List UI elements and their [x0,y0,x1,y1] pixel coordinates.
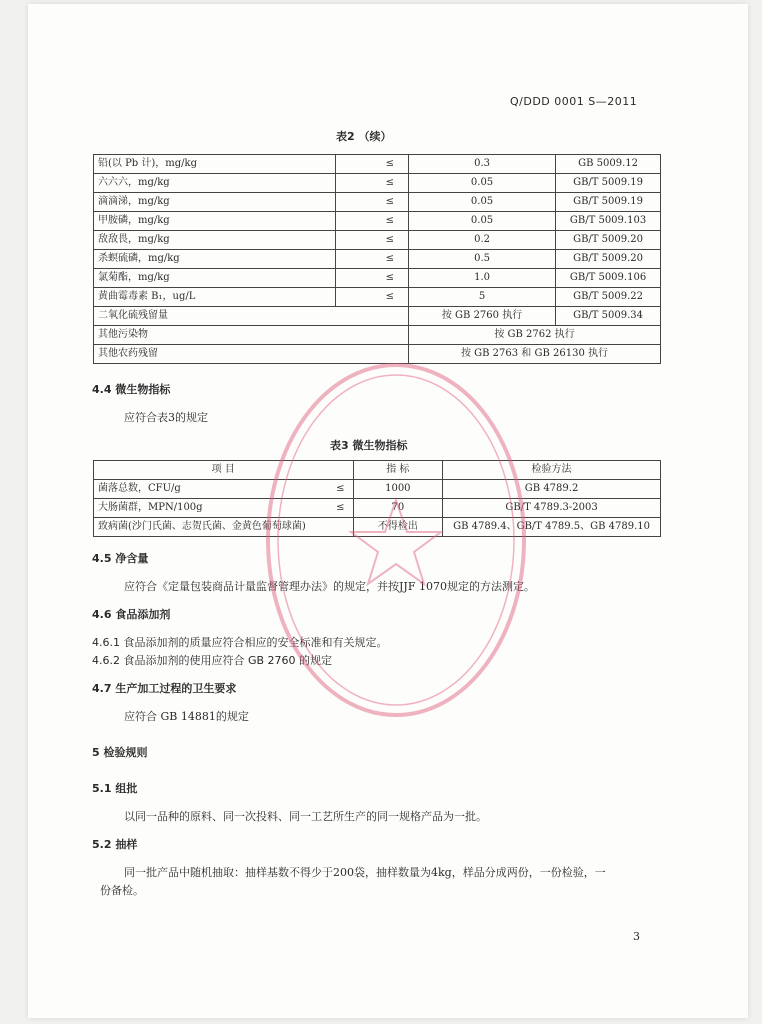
cell-item: 二氧化硫残留量 [94,307,409,326]
cell-method: GB/T 5009.34 [556,307,661,326]
cell-operator: ≤ [335,212,408,231]
cell-method: GB/T 5009.19 [556,174,661,193]
cell-method: GB 4789.2 [443,480,661,499]
section-5-2-heading: 5.2 抽样 [92,838,138,851]
table-header-row [94,461,661,480]
cell-item-text: 致病菌(沙门氏菌、志贺氏菌、金黄色葡萄球菌) [98,521,306,532]
cell-method: GB/T 5009.103 [556,212,661,231]
section-5-1-body: 以同一品种的原料、同一次投料、同一工艺所生产的同一规格产品为一批。 [124,810,487,823]
cell-item-text: 菌落总数，CFU/g [98,483,181,494]
cell-value: 按 GB 2762 执行 [409,326,661,345]
header-value: 指 标 [353,461,443,480]
cell-value: 0.5 [409,250,556,269]
cell-item: 铅(以 Pb 计)，mg/kg [94,155,336,174]
table3-caption: 表3 微生物指标 [330,439,408,452]
cell-operator: ≤ [335,155,408,174]
header-item: 项 目 [94,461,354,480]
table-row [94,269,661,288]
cell-item: 滴滴涕，mg/kg [94,193,336,212]
cell-operator: ≤ [335,269,408,288]
document-code: Q/DDD 0001 S—2011 [510,95,638,108]
cell-operator: ≤ [335,193,408,212]
cell-method: GB/T 4789.3-2003 [443,499,661,518]
cell-value: 0.05 [409,174,556,193]
cell-item: 其他农药残留 [94,345,409,364]
section-4-5-body: 应符合《定量包装商品计量监督管理办法》的规定，并按JJF 1070规定的方法测定。 [124,580,535,593]
section-4-4-body: 应符合表3的规定 [124,411,208,424]
cell-value: 不得检出 [353,518,443,537]
cell-value: 70 [353,499,443,518]
cell-value: 0.05 [409,212,556,231]
table-2 [93,154,661,364]
table-row [94,499,661,518]
cell-item: 敌敌畏，mg/kg [94,231,336,250]
cell-item: 其他污染物 [94,326,409,345]
cell-method: GB 4789.4、GB/T 4789.5、GB 4789.10 [443,518,661,537]
section-5-1-heading: 5.1 组批 [92,782,138,795]
cell-item-text: 大肠菌群，MPN/100g [98,502,203,513]
cell-item: 氯菊酯，mg/kg [94,269,336,288]
table-row [94,518,661,537]
cell-value: 0.05 [409,193,556,212]
section-4-5-heading: 4.5 净含量 [92,552,149,565]
cell-value: 按 GB 2763 和 GB 26130 执行 [409,345,661,364]
cell-operator: ≤ [335,174,408,193]
table-row [94,250,661,269]
cell-item [94,480,354,499]
cell-operator: ≤ [335,288,408,307]
cell-item: 杀螟硫磷，mg/kg [94,250,336,269]
cell-operator: ≤ [336,502,345,513]
header-method: 检验方法 [443,461,661,480]
section-5-2-line1: 同一批产品中随机抽取：抽样基数不得少于200袋，抽样数量为4kg，样品分成两份，一份检验，一 [124,866,606,879]
cell-value: 1000 [353,480,443,499]
cell-method: GB/T 5009.19 [556,193,661,212]
cell-operator: ≤ [335,250,408,269]
cell-item: 甲胺磷，mg/kg [94,212,336,231]
cell-method: GB/T 5009.106 [556,269,661,288]
section-5-2-line2: 份备检。 [100,884,144,897]
cell-value: 0.3 [409,155,556,174]
table-row [94,231,661,250]
section-4-6-heading: 4.6 食品添加剂 [92,608,171,621]
section-4-7-heading: 4.7 生产加工过程的卫生要求 [92,682,237,695]
table-row [94,155,661,174]
table-row [94,480,661,499]
section-4-4-heading: 4.4 微生物指标 [92,383,171,396]
cell-item: 六六六，mg/kg [94,174,336,193]
cell-item [94,499,354,518]
section-4-6-2: 4.6.2 食品添加剂的使用应符合 GB 2760 的规定 [92,654,333,667]
table-row [94,212,661,231]
cell-operator: ≤ [336,483,345,494]
table-row [94,288,661,307]
section-4-6-1: 4.6.1 食品添加剂的质量应符合相应的安全标准和有关规定。 [92,636,388,649]
table-row [94,326,661,345]
cell-item: 黄曲霉毒素 B₁，ug/L [94,288,336,307]
section-4-7-body: 应符合 GB 14881的规定 [124,710,249,723]
cell-method: GB/T 5009.22 [556,288,661,307]
cell-value: 5 [409,288,556,307]
cell-value: 按 GB 2760 执行 [409,307,556,326]
cell-item [94,518,354,537]
table2-caption: 表2 （续） [336,130,392,143]
cell-method: GB 5009.12 [556,155,661,174]
cell-value: 0.2 [409,231,556,250]
table-3 [93,460,661,537]
page-number: 3 [633,930,640,943]
cell-value: 1.0 [409,269,556,288]
table-row [94,307,661,326]
section-5-heading: 5 检验规则 [92,746,148,759]
table-row [94,345,661,364]
cell-operator: ≤ [335,231,408,250]
cell-method: GB/T 5009.20 [556,231,661,250]
table-row [94,174,661,193]
cell-method: GB/T 5009.20 [556,250,661,269]
table-row [94,193,661,212]
